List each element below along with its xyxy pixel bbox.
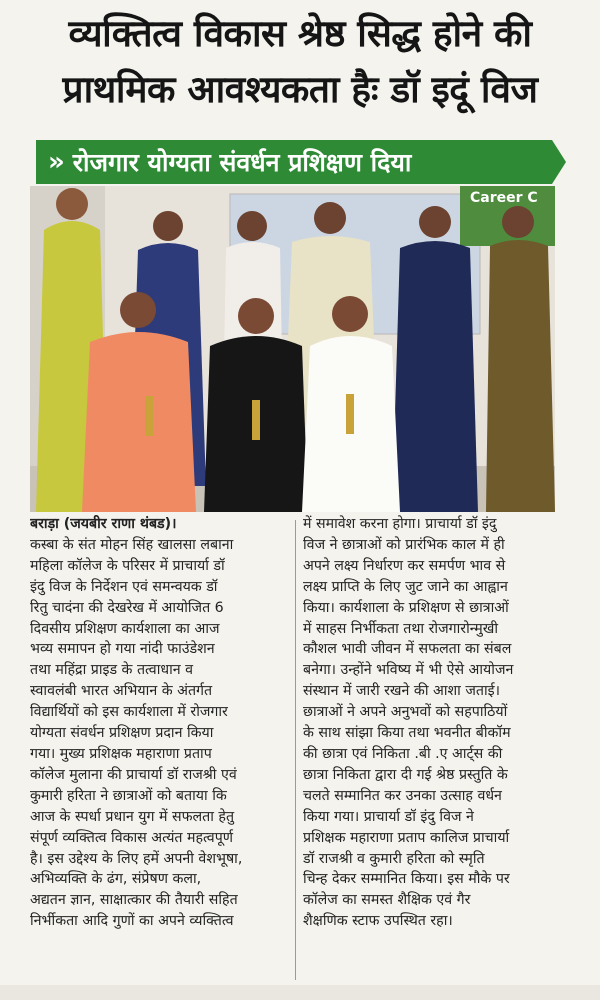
article-line: प्रशिक्षक महाराणा प्रताप कालिज प्राचार्या: [303, 829, 510, 846]
article-line: कुमारी हरिता ने छात्राओं को बताया कि: [30, 787, 227, 804]
article-line: गया। मुख्य प्रशिक्षक महाराणा प्रताप: [30, 745, 212, 762]
article-line: संपूर्ण व्यक्तित्व विकास अत्यंत महत्वपूर्ण: [30, 829, 234, 846]
article-line: निर्भीकता आदि गुणों का अपने व्यक्तित्व: [30, 913, 234, 930]
news-photo: [30, 186, 555, 512]
article-line: कस्बा के संत मोहन सिंह खालसा लबाना: [30, 536, 234, 553]
article-line: अभिव्यक्ति के ढंग, संप्रेषण कला,: [30, 871, 202, 888]
subheadline-arrow-tip: [552, 140, 566, 184]
trophy-icon: [252, 400, 260, 440]
headline: [0, 6, 600, 118]
article-line: दिवसीय प्रशिक्षण कार्यशाला का आज: [30, 620, 220, 637]
subheadline-text: रोजगार योग्यता संवर्धन प्रशिक्षण दिया: [72, 148, 412, 177]
trophy-icon: [145, 396, 153, 436]
person-7: [82, 332, 196, 512]
article-line: लक्ष्य प्राप्ति के लिए जुट जाने का आह्वान: [303, 578, 508, 595]
article-body: [30, 514, 560, 984]
article-line: छात्राओं ने अपने अनुभवों को सहपाठियों: [303, 704, 508, 721]
article-line: के साथ सांझा किया तथा भवनीत बीकॉम: [303, 725, 511, 742]
article-line: स्वावलंबी भारत अभियान के अंतर्गत: [30, 683, 213, 700]
article-line: अपने लक्ष्य निर्धारण कर समर्पण भाव से: [303, 557, 506, 574]
article-line: छात्रा निकिता द्वारा दी गई श्रेष्ठ प्रस्तुति के: [303, 766, 508, 783]
article-line: तथा महिंद्रा प्राइड के तत्वाधान व: [30, 662, 194, 679]
person-6: [486, 240, 555, 512]
article-line: की छात्रा एवं निकिता .बी .ए आर्ट्स की: [303, 745, 503, 762]
headline-line-2: प्राथमिक आवश्यकता हैः डॉ इदूं विज: [62, 68, 538, 111]
column-divider: [295, 520, 296, 980]
article-line: रितु चादंना की देखरेख में आयोजित 6: [30, 599, 224, 616]
article-line: में समावेश करना होगा। प्राचार्या डॉ इंदु: [303, 516, 497, 532]
article-line: विद्यार्थियों को इस कार्यशाला में रोजगार: [30, 704, 228, 721]
article-line: डॉ राजश्री व कुमारी हरिता को स्मृति: [303, 850, 485, 867]
article-column-left: [30, 514, 287, 984]
article-line: महिला कॉलेज के परिसर में प्राचार्या डॉ: [30, 557, 225, 574]
article-line: अद्यतन ज्ञान, साक्षात्कार की तैयारी सहित: [30, 892, 238, 909]
article-line: योग्यता संवर्धन प्रशिक्षण प्रदान किया: [30, 725, 214, 742]
article-line: चलते सम्मानित कर उनका उत्साह वर्धन: [303, 787, 502, 804]
article-line: आज के स्पर्धा प्रधान युग में सफलता हेतु: [30, 808, 235, 825]
article-line: संस्थान में जारी रखने की आशा जताई।: [303, 683, 500, 700]
person-5: [392, 241, 478, 512]
cropped-next-headline: [0, 985, 600, 1000]
article-line: कौशल भावी जीवन में सफलता का संबल: [303, 641, 512, 658]
career-banner-text: Career C: [470, 190, 538, 206]
article-line: है। इस उद्देश्य के लिए हमें अपनी वेशभूषा,: [30, 850, 243, 867]
dateline: बराड़ा (जयबीर राणा थंबड)।: [30, 516, 177, 532]
article-line: शैक्षणिक स्टाफ उपस्थित रहा।: [303, 913, 453, 930]
article-line: किया गया। प्राचार्या डॉ इंदु विज ने: [303, 808, 474, 825]
article-line: चिन्ह देकर सम्मानित किया। इस मौके पर: [303, 871, 510, 888]
article-column-right: [303, 514, 560, 984]
double-chevron-icon: »: [48, 147, 65, 177]
article-line: बनेगा। उन्होंने भविष्य में भी ऐसे आयोजन: [303, 662, 514, 679]
article-line: भव्य समापन हो गया नांदी फाउंडेशन: [30, 641, 215, 658]
headline-line-1: व्यक्तित्व विकास श्रेष्ठ सिद्ध होने की: [68, 12, 532, 55]
article-line: विज ने छात्राओं को प्रारंभिक काल में ही: [303, 536, 505, 553]
photo-illustration: [30, 186, 555, 512]
trophy-icon: [346, 394, 354, 434]
article-line: किया। कार्यशाला के प्रशिक्षण से छात्राओं: [303, 599, 509, 616]
article-line: कॉलेज मुलाना की प्राचार्या डॉ राजश्री एवं: [30, 766, 237, 783]
subheadline-bar: [36, 140, 552, 184]
article-line: में साहस निर्भीकता तथा रोजगारोन्मुखी: [303, 620, 499, 637]
article-line: इंदु विज के निर्देशन एवं समन्वयक डॉ: [30, 578, 218, 595]
article-line: कॉलेज का समस्त शैक्षिक एवं गैर: [303, 892, 471, 909]
